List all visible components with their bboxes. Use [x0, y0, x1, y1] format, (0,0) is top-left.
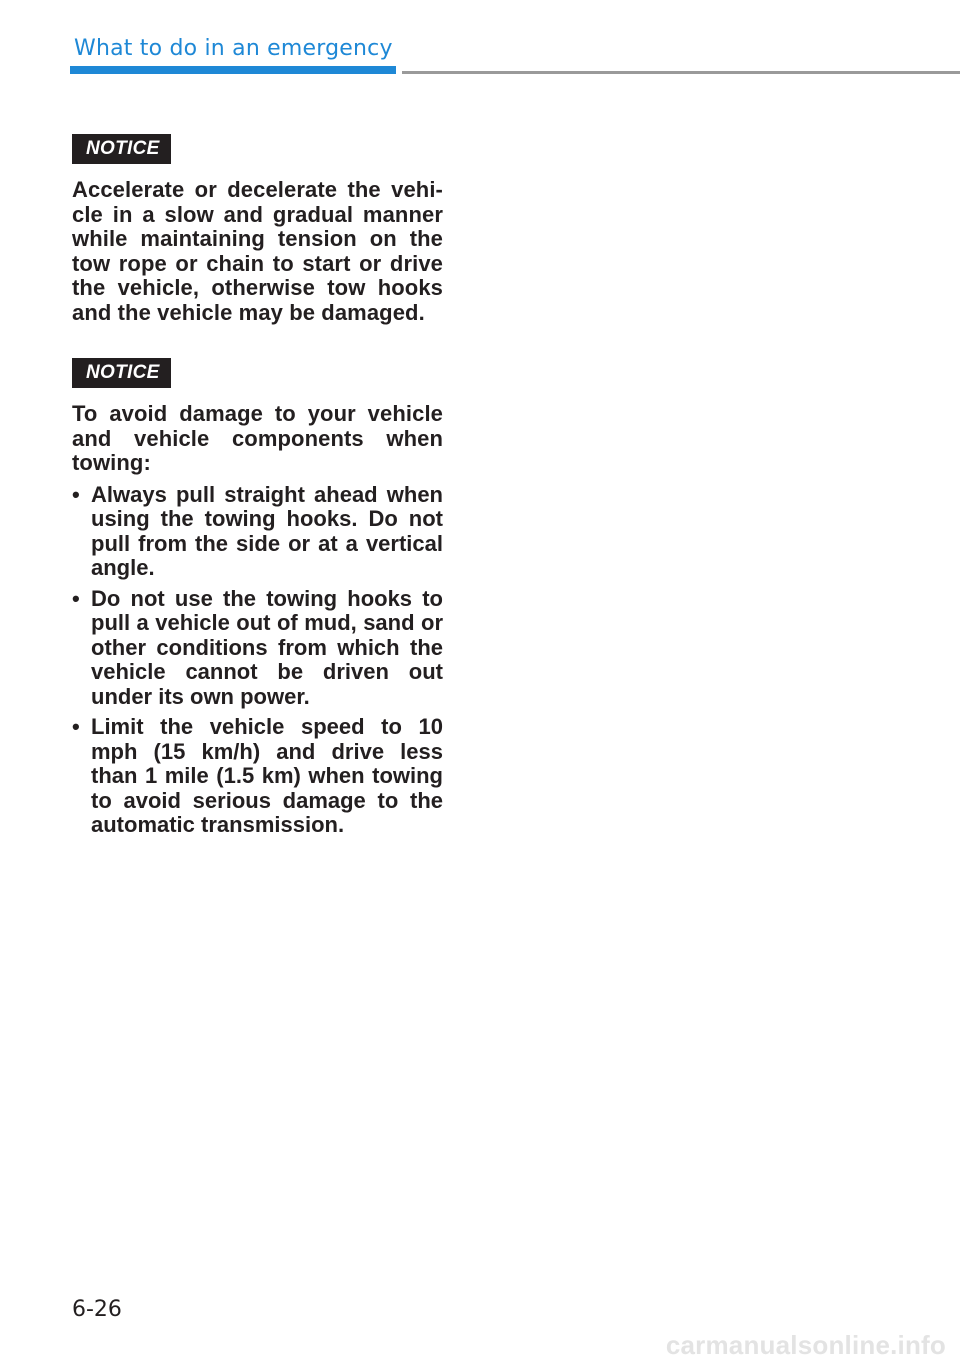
notice-badge: NOTICE: [72, 134, 171, 164]
page-number: 6-26: [72, 1297, 122, 1322]
bullet-text: Do not use the towing hooks to pull a vehicle out of mud, sand or other conditions from which the vehicle cannot be driven out under its own power.: [91, 585, 443, 709]
bullet-icon: •: [72, 585, 80, 611]
bullet-text: Always pull straight ahead when using the towing hooks. Do not pull from the side or at a vertical angle.: [91, 481, 443, 580]
notice-block-1: [72, 134, 443, 325]
section-title: What to do in an emergency: [74, 36, 393, 61]
bullet-icon: •: [72, 714, 80, 739]
list-item: [72, 483, 443, 581]
header-divider-rule: [402, 71, 960, 74]
notice-text: Accelerate or decelerate the vehi-cle in a slow and gradual manner while maintaining tension on the tow rope or chain to start or drive the vehicle, otherwise tow hooks and the vehicle may be damaged.: [72, 177, 443, 325]
notice-bullet-list: [72, 483, 443, 838]
bullet-icon: •: [72, 481, 80, 507]
bullet-text: Limit the vehicle speed to 10 mph (15 km/h) and drive less than 1 mile (1.5 km) when towing to avoid serious damage to the automatic transmission.: [91, 714, 443, 837]
notice-block-2: [72, 358, 443, 838]
header-accent-rule: [70, 66, 396, 74]
main-content: [72, 134, 443, 871]
list-item: [72, 587, 443, 710]
list-item: [72, 715, 443, 838]
notice-intro: To avoid damage to your vehicle and vehicle components when towing:: [72, 401, 443, 475]
watermark: carmanualsonline.info: [665, 1330, 946, 1360]
notice-badge: NOTICE: [72, 358, 171, 388]
